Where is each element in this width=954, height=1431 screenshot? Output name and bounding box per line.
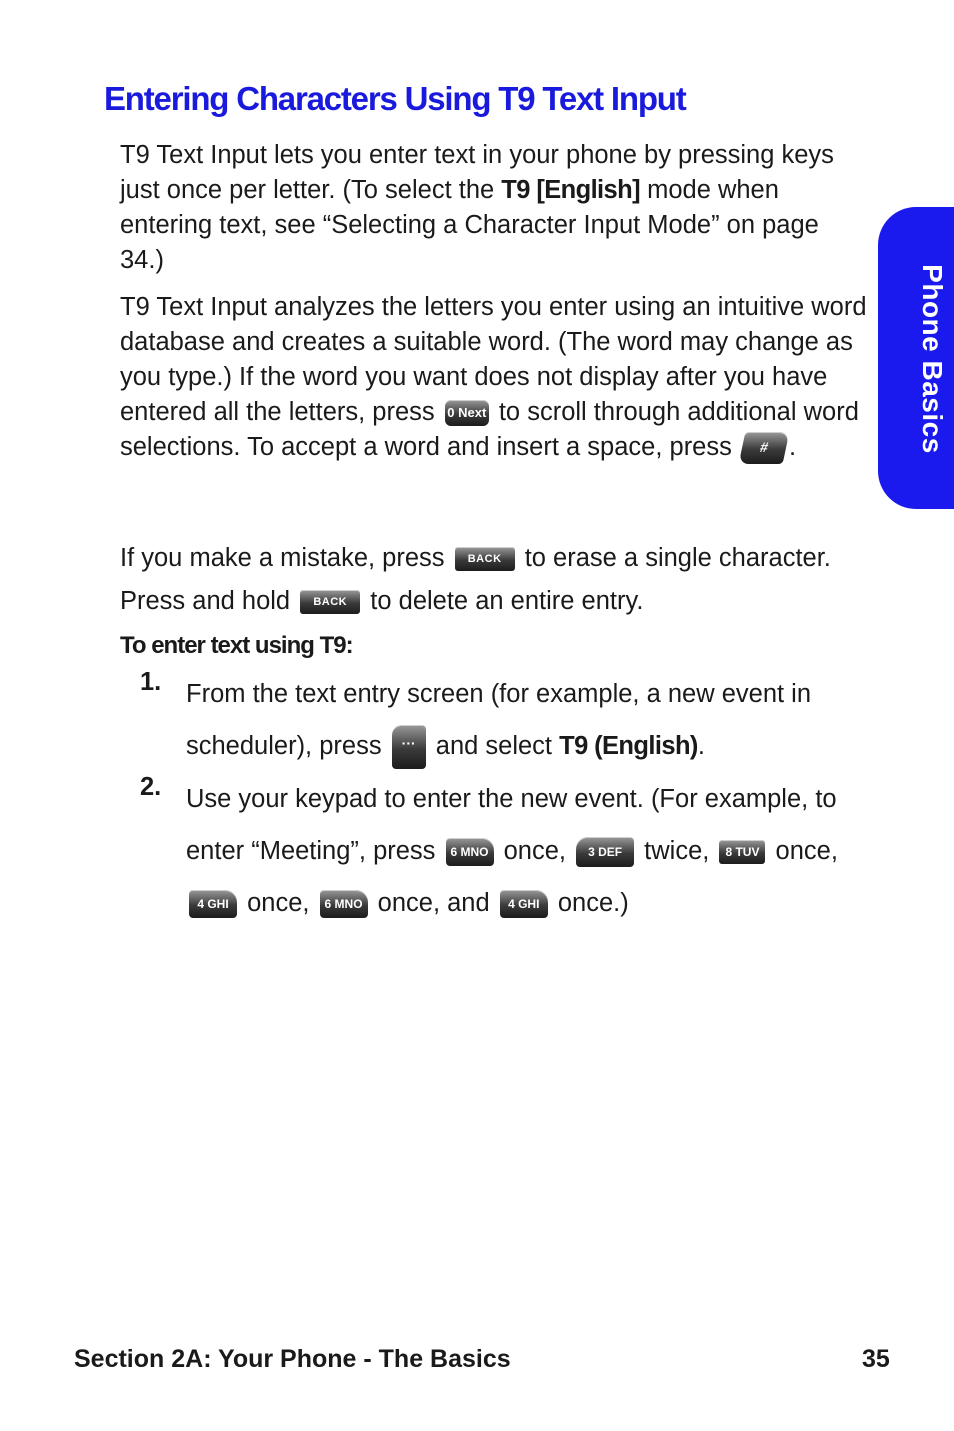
paragraph-analyze (120, 290, 868, 465)
text-span: T9 Text Input lets you enter text in your phone by pressing keys just once per letter. (To select the (120, 141, 834, 204)
footer-section: Section 2A: Your Phone - The Basics (74, 1345, 511, 1373)
key-6-icon (446, 838, 494, 866)
text-span: once.) (550, 889, 629, 917)
key-label: # (758, 439, 770, 456)
paragraph-mistake (120, 537, 868, 623)
page-title: Entering Characters Using T9 Text Input (104, 80, 686, 117)
text-span: once, and (370, 889, 497, 917)
page-number: 35 (862, 1345, 890, 1373)
paragraph-intro (120, 138, 868, 278)
key-label: 4 GHI (197, 897, 229, 912)
section-tab-label: Phone Basics (917, 264, 948, 454)
key-3-icon (576, 837, 634, 867)
mode-name: T9 [English] (501, 176, 640, 204)
text-span: If you make a mistake, press (120, 544, 452, 572)
text-span: twice, (637, 837, 717, 865)
key-label: BACK (467, 553, 502, 566)
text-span: and select (428, 732, 560, 760)
mode-name: T9 (English) (559, 732, 698, 760)
key-label: 6 MNO (450, 845, 489, 860)
key-8-icon (719, 840, 765, 864)
key-label: 3 DEF (588, 845, 623, 860)
key-4-icon (189, 890, 237, 918)
key-label: 4 GHI (508, 897, 540, 912)
back-key-icon (455, 547, 515, 571)
key-4-icon (500, 890, 548, 918)
back-key-icon (300, 590, 360, 614)
key-label: 8 TUV (725, 845, 760, 860)
text-span: to erase a single character. Press and hold (120, 544, 831, 615)
text-span: . (697, 732, 705, 760)
key-label: 6 MNO (324, 897, 363, 912)
step-number: 1. (140, 668, 162, 696)
step-number: 2. (140, 773, 162, 801)
menu-key-icon (392, 725, 426, 769)
text-span: mode when entering text, see “Selecting a Character Input Mode” on page 34.) (120, 176, 819, 274)
text-span: once, (768, 837, 838, 865)
text-span: From the text entry screen (for example, a new event in scheduler), press (186, 680, 812, 760)
text-span: to delete an entire entry. (363, 587, 644, 615)
text-span: once, (240, 889, 317, 917)
step-text (186, 668, 866, 772)
text-span: once, (496, 837, 574, 865)
section-tab (878, 207, 954, 509)
procedure-heading: To enter text using T9: (120, 632, 353, 659)
key-6-icon (320, 890, 368, 918)
key-label: ··· (401, 735, 416, 752)
text-span: T9 Text Input analyzes the letters you enter using an intuitive word database and creates a suitable word. (The word may change as you type.) If the word you want does not display after you have entered all the letters, press (120, 293, 867, 426)
step-text (186, 773, 866, 929)
next-key-icon (445, 400, 489, 426)
key-label: 0 Next (447, 405, 487, 421)
pound-key-icon (739, 432, 790, 464)
key-label: BACK (313, 596, 348, 609)
text-span: Use your keypad to enter the new event. (For example, to enter “Meeting”, press (186, 785, 837, 865)
text-span: to scroll through additional word selections. To accept a word and insert a space, press (120, 398, 859, 461)
text-span: . (788, 433, 797, 461)
